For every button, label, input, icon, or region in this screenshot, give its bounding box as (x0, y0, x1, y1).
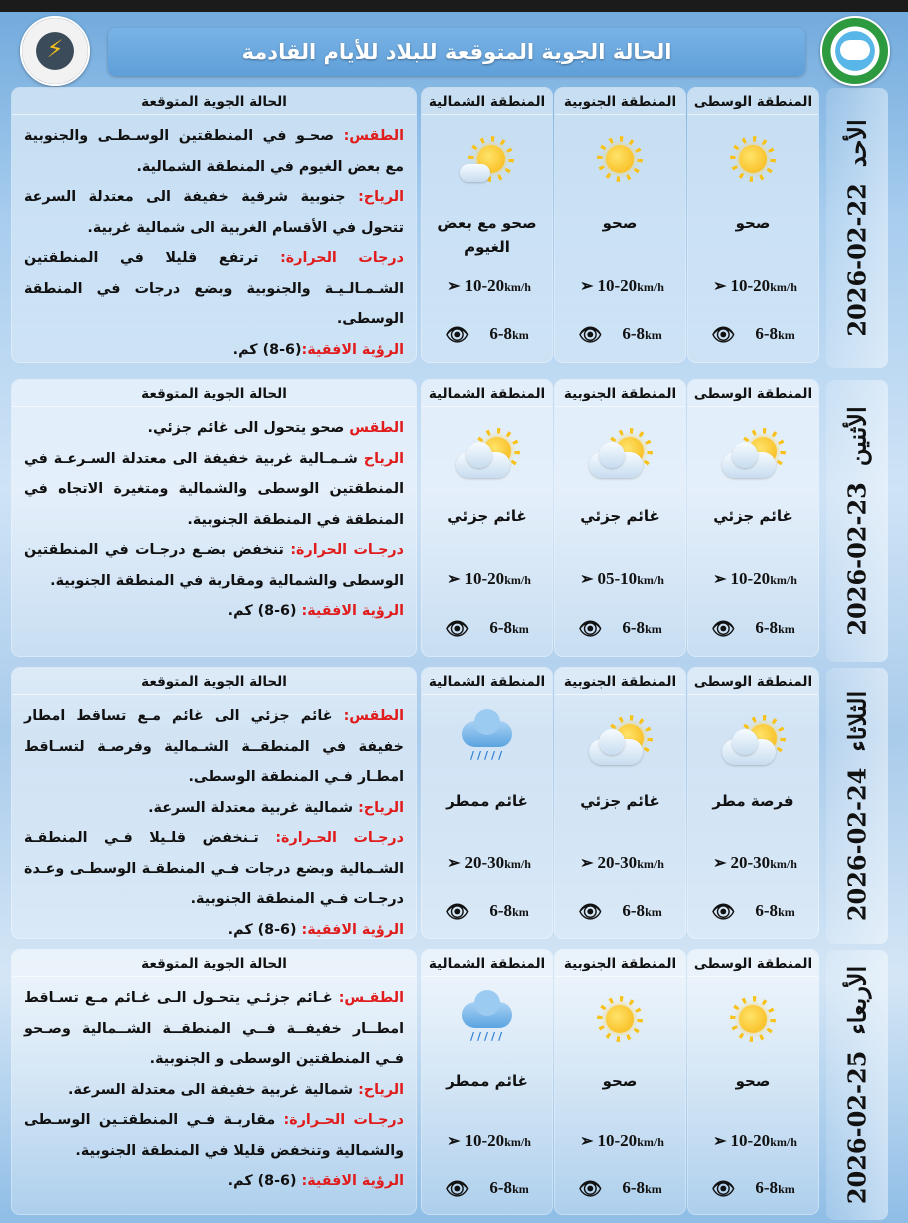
region-forecast-panel (688, 380, 818, 656)
meteorology-logo-left (20, 16, 90, 86)
region-name: المنطقة الوسطى (688, 88, 818, 115)
wind-speed: ➢ 20-30km/h (447, 853, 531, 872)
region-forecast-panel (422, 668, 552, 938)
wind-speed: ➢ 10-20km/h (447, 1131, 531, 1150)
eye-icon: 👁 (445, 619, 470, 640)
forecast-paragraph: الطقس: صحـو في المنطقتين الوسـطـى والجنوبية مع بعض الغيوم في المنطقة الشمالية. (24, 128, 404, 175)
sun-icon (730, 996, 776, 1042)
visibility: 👁 6-8km (445, 1177, 529, 1200)
forecast-paragraph: درجـات الحـرارة: مقاربـة فـي المنطقتـين الوسـطى والشمالية وتنخفض قليلا في المنطقة الجنوبية. (24, 1112, 404, 1159)
day-date: 2026-02-25 (842, 1050, 872, 1205)
rain-cloud-icon: ///// (460, 715, 514, 761)
forecast-paragraph: الرؤية الافقية:(6-8) كم. (232, 341, 404, 358)
visibility: 👁 6-8km (445, 323, 529, 346)
eye-icon: 👁 (445, 325, 470, 346)
condition-text: غائم جزئي (713, 507, 793, 525)
forecast-paragraph: الطقس صحو يتحول الى غائم جزئي. (147, 420, 404, 436)
text-panel-title: الحالة الجوية المتوقعة (12, 380, 416, 407)
condition-text: غائم جزئي (580, 507, 660, 525)
region-forecast-panel (688, 950, 818, 1214)
condition-text: صحو (735, 1072, 771, 1090)
region-forecast-panel (688, 668, 818, 938)
wind-direction-icon: ➢ (713, 278, 727, 295)
region-name: المنطقة الشمالية (422, 88, 552, 115)
region-name: المنطقة الجنوبية (555, 668, 685, 695)
forecast-paragraph: الرياح شـمـالية غربية خفيفة الى معتدلة السـرعـة في المنطقتين الوسطى والشمالية ومتغيرة الاتجاه في المنطقة في المنطقة الجنوبية. (24, 450, 404, 528)
visibility: 👁 6-8km (445, 617, 529, 640)
condition-text: صحو (602, 1072, 638, 1090)
forecast-paragraph: الطقـس: غـائم جزئـي يتحـول الـى غـائم مـع تسـاقط امطــار خفيفــة فــي المنطقــة الشــمالية وصـحو فـي المنطقتين الوسطى و الجنوبية. (24, 990, 404, 1067)
forecast-text (12, 977, 416, 1197)
wind-direction-icon: ➢ (713, 1133, 727, 1150)
visibility: 👁 6-8km (711, 900, 795, 923)
eye-icon: 👁 (445, 902, 470, 923)
partly-cloudy-icon (720, 715, 786, 769)
wind-speed: ➢ 10-20km/h (447, 569, 531, 588)
day-name: الثلاثاء (842, 690, 872, 752)
region-name: المنطقة الشمالية (422, 668, 552, 695)
wind-direction-icon: ➢ (580, 855, 594, 872)
region-name: المنطقة الشمالية (422, 950, 552, 977)
sun-icon (730, 136, 776, 182)
forecast-text-panel (12, 380, 416, 656)
forecast-paragraph: الرؤية الافقية: (6-8) كم. (227, 1173, 404, 1189)
condition-text: صحو مع بعض الغيوم (437, 214, 537, 256)
region-forecast-panel (555, 950, 685, 1214)
wind-direction-icon: ➢ (447, 571, 461, 588)
wind-direction-icon: ➢ (713, 855, 727, 872)
eye-icon: 👁 (578, 325, 603, 346)
wind-speed: ➢ 10-20km/h (447, 276, 531, 295)
eye-icon: 👁 (445, 1179, 470, 1200)
day-name: الأربعاء (842, 965, 872, 1035)
top-bar (0, 0, 908, 12)
partly-cloudy-icon (720, 428, 786, 482)
day-name: الأحد (842, 119, 872, 168)
wind-speed: ➢ 10-20km/h (713, 276, 797, 295)
region-forecast-panel (555, 380, 685, 656)
forecast-text (12, 407, 416, 627)
visibility: 👁 6-8km (578, 323, 662, 346)
wind-speed: ➢ 10-20km/h (580, 276, 664, 295)
forecast-paragraph: الرياح: شمالية غربية خفيفة الى معتدلة السرعة. (68, 1081, 404, 1098)
region-forecast-panel (555, 88, 685, 362)
date-strip (826, 380, 888, 662)
condition-text: غائم ممطر (446, 792, 528, 810)
partly-cloudy-icon (587, 715, 653, 769)
visibility: 👁 6-8km (711, 1177, 795, 1200)
region-name: المنطقة الجنوبية (555, 88, 685, 115)
page-title: الحالة الجوية المتوقعة للبلاد للأيام القادمة (241, 40, 672, 64)
forecast-paragraph: درجـات الحـرارة: تـنخفض قلـيلا فـي المنطقـة الشـمالية وبضع درجات فـي المنطقـة الوسطـى وعـدة درجـات فـي المنطقة الجنوبية. (24, 830, 404, 907)
eye-icon: 👁 (711, 325, 736, 346)
region-name: المنطقة الوسطى (688, 380, 818, 407)
sun-icon (597, 996, 643, 1042)
visibility: 👁 6-8km (711, 323, 795, 346)
forecast-text-panel (12, 88, 416, 362)
region-forecast-panel (422, 88, 552, 362)
region-name: المنطقة الجنوبية (555, 380, 685, 407)
condition-text: صحو (735, 214, 771, 232)
text-panel-title: الحالة الجوية المتوقعة (12, 950, 416, 977)
region-name: المنطقة الجنوبية (555, 950, 685, 977)
region-forecast-panel (422, 380, 552, 656)
wind-direction-icon: ➢ (447, 1133, 461, 1150)
wind-speed: ➢ 20-30km/h (713, 853, 797, 872)
forecast-paragraph: الرؤية الافقية: (6-8) كم. (227, 603, 404, 619)
day-name: الأثنين (842, 406, 872, 467)
visibility: 👁 6-8km (578, 617, 662, 640)
region-forecast-panel (688, 88, 818, 362)
wind-speed: ➢ 10-20km/h (713, 569, 797, 588)
forecast-paragraph: الرياح: شمالية غربية معتدلة السرعة. (148, 799, 404, 816)
date-strip (826, 668, 888, 944)
wind-direction-icon: ➢ (580, 278, 594, 295)
visibility: 👁 6-8km (445, 900, 529, 923)
forecast-paragraph: درجات الحرارة: ترتفع قليلا في المنطقتين الشـمـالـيـة والجنوبية وبضع درجات في المنطقة الوسطى. (24, 250, 404, 327)
wind-direction-icon: ➢ (580, 1133, 594, 1150)
date-strip (826, 88, 888, 368)
eye-icon: 👁 (578, 1179, 603, 1200)
date-strip (826, 950, 888, 1220)
partly-cloudy-icon (587, 428, 653, 482)
eye-icon: 👁 (711, 1179, 736, 1200)
day-date: 2026-02-23 (842, 482, 872, 636)
text-panel-title: الحالة الجوية المتوقعة (12, 88, 416, 115)
day-date: 2026-02-24 (842, 767, 872, 922)
forecast-paragraph: الرؤية الافقية: (6-8) كم. (227, 921, 404, 938)
eye-icon: 👁 (711, 902, 736, 923)
forecast-paragraph: درجـات الحرارة: تنخفض بضـع درجـات في المنطقتين الوسطى والشمالية ومقاربة في المنطقة الجنوبية. (24, 542, 405, 589)
region-name: المنطقة الوسطى (688, 950, 818, 977)
eye-icon: 👁 (578, 619, 603, 640)
forecast-text-panel (12, 950, 416, 1214)
condition-text: غائم ممطر (446, 1072, 528, 1090)
region-forecast-panel (555, 668, 685, 938)
page-header (108, 28, 805, 76)
wind-direction-icon: ➢ (447, 278, 461, 295)
wind-direction-icon: ➢ (447, 855, 461, 872)
visibility: 👁 6-8km (578, 900, 662, 923)
wind-speed: ➢ 05-10km/h (580, 569, 664, 588)
condition-text: فرصة مطر (712, 792, 794, 810)
sun-icon (597, 136, 643, 182)
forecast-text (12, 115, 416, 365)
forecast-paragraph: الطقس: غائم جزئي الى غائم مـع تساقط امطار خفيفة في المنطقــة الشـمالية وفرصـة لتسـاقط امطـار فـي المنطقة الوسطى. (24, 708, 404, 785)
region-forecast-panel (422, 950, 552, 1214)
condition-text: غائم جزئي (580, 792, 660, 810)
condition-text: صحو (602, 214, 638, 232)
wind-speed: ➢ 10-20km/h (580, 1131, 664, 1150)
forecast-text-panel (12, 668, 416, 938)
partly-cloudy-icon (454, 428, 520, 482)
ministry-logo-right (820, 16, 890, 86)
forecast-paragraph: الرياح: جنوبية شرقية خفيفة الى معتدلة السرعة تتحول في الأقسام الغربية الى شمالية غربية. (24, 189, 404, 236)
condition-text: غائم جزئي (447, 507, 527, 525)
text-panel-title: الحالة الجوية المتوقعة (12, 668, 416, 695)
eye-icon: 👁 (578, 902, 603, 923)
visibility: 👁 6-8km (578, 1177, 662, 1200)
wind-speed: ➢ 10-20km/h (713, 1131, 797, 1150)
visibility: 👁 6-8km (711, 617, 795, 640)
forecast-text (12, 695, 416, 945)
wind-direction-icon: ➢ (713, 571, 727, 588)
rain-cloud-icon: ///// (460, 996, 514, 1042)
day-date: 2026-02-22 (842, 183, 872, 337)
region-name: المنطقة الوسطى (688, 668, 818, 695)
wind-direction-icon: ➢ (580, 571, 594, 588)
sun-small-cloud-icon (460, 136, 514, 186)
region-name: المنطقة الشمالية (422, 380, 552, 407)
wind-speed: ➢ 20-30km/h (580, 853, 664, 872)
eye-icon: 👁 (711, 619, 736, 640)
